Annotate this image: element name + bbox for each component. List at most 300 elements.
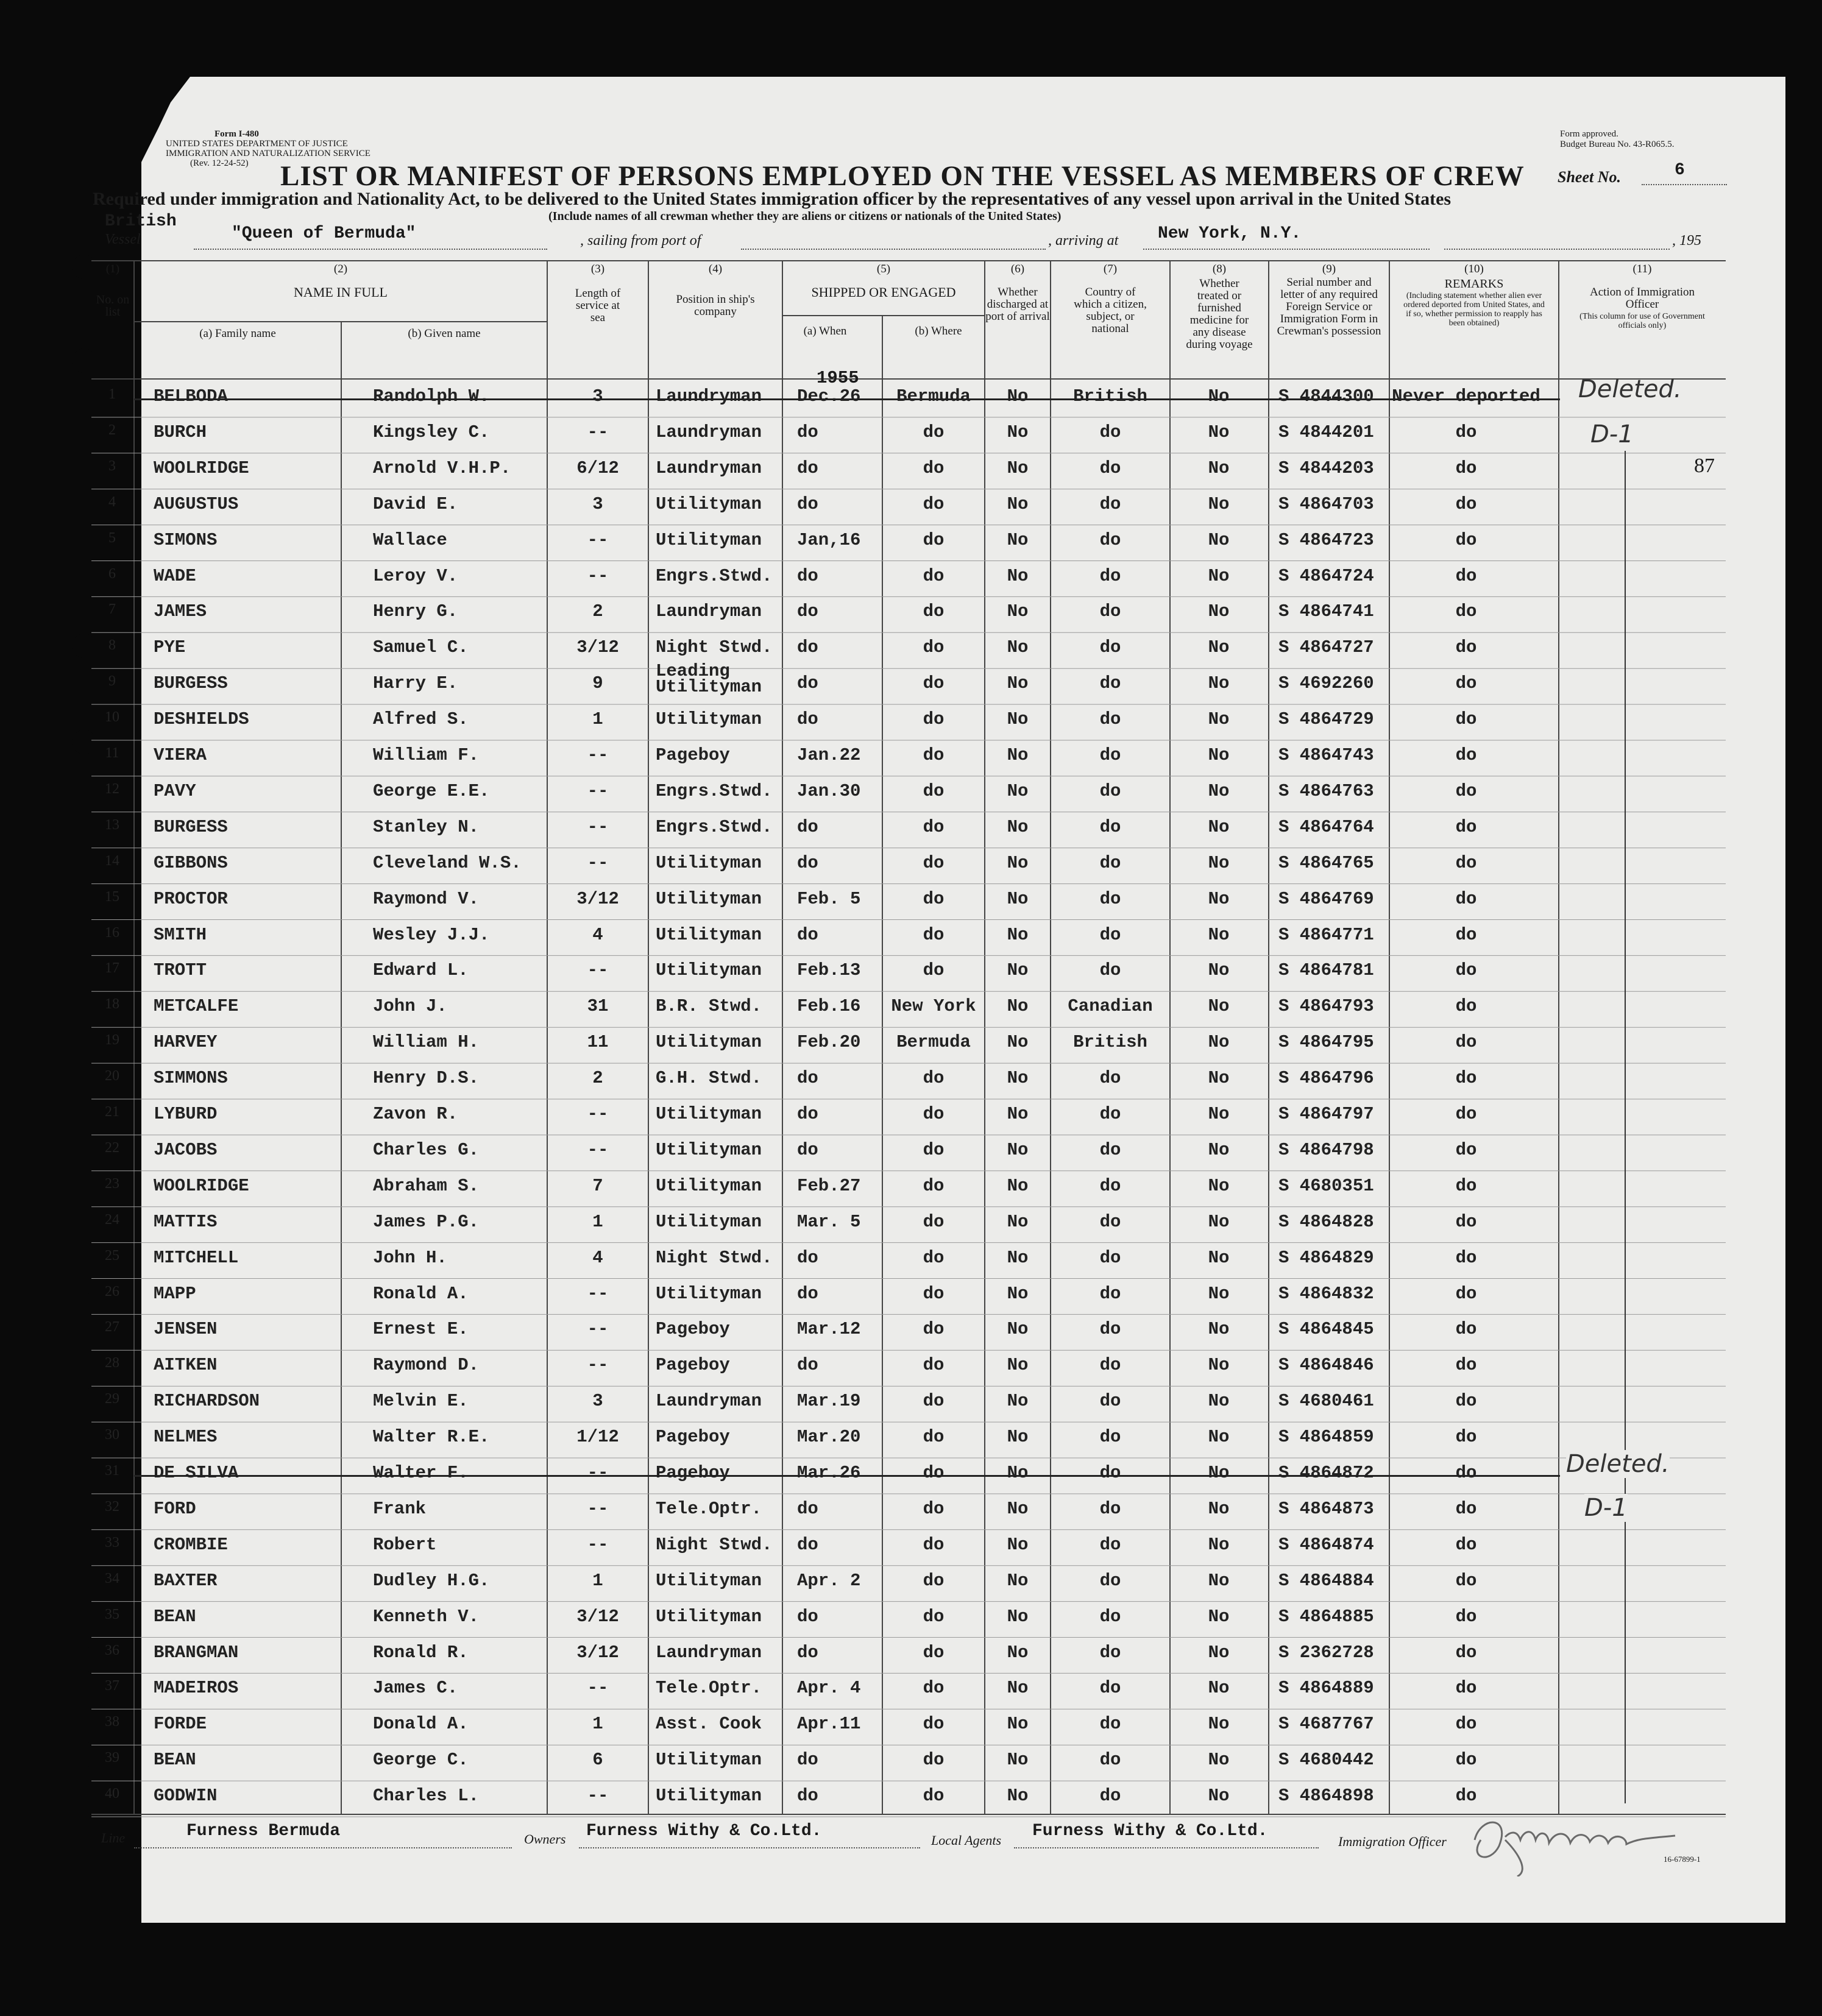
- local-agents-value: Furness Withy & Co.Ltd.: [1032, 1822, 1268, 1841]
- row-number: 31: [105, 1463, 119, 1479]
- sheet-number-line: [1642, 184, 1727, 185]
- position: Pageboy: [656, 1427, 730, 1448]
- table-row: [0, 991, 1822, 1027]
- table-row: [0, 740, 1822, 776]
- treated: No: [1208, 1283, 1230, 1304]
- table-row: [0, 848, 1822, 884]
- country: do: [1099, 1391, 1121, 1412]
- position: Utilityman: [656, 960, 762, 981]
- position: Utilityman: [656, 709, 762, 730]
- family-name: BAXTER: [154, 1570, 218, 1591]
- length-of-service: --: [587, 745, 609, 765]
- position: Utilityman: [656, 1570, 762, 1591]
- given-name: Dudley H.G.: [373, 1570, 490, 1591]
- owners-value: Furness Withy & Co.Ltd.: [586, 1822, 822, 1841]
- position: G.H. Stwd.: [656, 1068, 762, 1089]
- given-name: Harry E.: [373, 673, 458, 694]
- country: do: [1099, 816, 1121, 837]
- shipped-where: do: [923, 852, 945, 873]
- shipped-when: Apr.11: [797, 1714, 861, 1735]
- serial-number: S 4864873: [1278, 1498, 1374, 1519]
- shipped-where: do: [923, 816, 945, 837]
- discharged: No: [1007, 1463, 1029, 1483]
- remarks: do: [1455, 1606, 1477, 1627]
- serial-number: S 4864743: [1278, 745, 1374, 765]
- serial-number: S 4864872: [1278, 1463, 1374, 1483]
- shipped-where: do: [923, 1714, 945, 1735]
- given-name: Abraham S.: [373, 1175, 480, 1196]
- serial-number: S 4864898: [1278, 1786, 1374, 1806]
- length-of-service: 1: [592, 709, 603, 730]
- treated: No: [1208, 960, 1230, 981]
- family-name: PYE: [154, 637, 186, 658]
- col2b-title: (b) Given name: [408, 327, 481, 340]
- shipped-when: Feb.16: [797, 996, 861, 1017]
- country: Canadian: [1068, 996, 1153, 1017]
- treated: No: [1208, 637, 1230, 658]
- discharged: No: [1007, 816, 1029, 837]
- immigration-officer-label: Immigration Officer: [1338, 1834, 1447, 1849]
- row-number: 4: [108, 493, 116, 510]
- length-of-service: --: [587, 1283, 609, 1304]
- position: Utilityman: [656, 1139, 762, 1160]
- given-name: Walter R.E.: [373, 1427, 490, 1448]
- family-name: SMITH: [154, 924, 207, 945]
- row-number: 12: [105, 780, 119, 797]
- given-name: Kenneth V.: [373, 1606, 480, 1627]
- table-row: [0, 1673, 1822, 1709]
- family-name: BURCH: [154, 422, 207, 442]
- shipped-when: Jan.30: [797, 780, 861, 801]
- family-name: JENSEN: [154, 1319, 218, 1340]
- row-number: 32: [105, 1498, 119, 1515]
- serial-number: S 4864795: [1278, 1032, 1374, 1053]
- shipped-when: Apr. 2: [797, 1570, 861, 1591]
- remarks: do: [1455, 1570, 1477, 1591]
- country: do: [1099, 601, 1121, 622]
- row-number: 33: [105, 1534, 119, 1551]
- family-name: MITCHELL: [154, 1247, 239, 1268]
- family-name: BURGESS: [154, 816, 228, 837]
- header-col8: [1170, 263, 1269, 351]
- shipped-where: do: [923, 1427, 945, 1448]
- family-name: GODWIN: [154, 1786, 218, 1806]
- given-name: John J.: [373, 996, 447, 1017]
- remarks: do: [1455, 996, 1477, 1017]
- serial-number: S 4680351: [1278, 1175, 1374, 1196]
- treated: No: [1208, 1175, 1230, 1196]
- header-col7: [1051, 263, 1170, 335]
- shipped-where: do: [923, 960, 945, 981]
- shipped-when: do: [797, 709, 818, 730]
- length-of-service: 1: [592, 1714, 603, 1735]
- table-row: [0, 1709, 1822, 1745]
- remarks: do: [1455, 1283, 1477, 1304]
- position: Asst. Cook: [656, 1714, 762, 1735]
- discharged: No: [1007, 1391, 1029, 1412]
- serial-number: S 4864884: [1278, 1570, 1374, 1591]
- shipped-when: Feb.27: [797, 1175, 861, 1196]
- country: do: [1099, 673, 1121, 694]
- position: Laundryman: [656, 601, 762, 622]
- table-row: [0, 561, 1822, 597]
- country: do: [1099, 960, 1121, 981]
- remarks: do: [1455, 1427, 1477, 1448]
- d1-annotation: D-1: [1584, 1494, 1628, 1522]
- deleted-annotation: Deleted.: [1566, 1450, 1670, 1478]
- row-number: 26: [105, 1283, 119, 1300]
- deleted-annotation: Deleted.: [1578, 375, 1682, 403]
- subtitle: Required under immigration and Nationality Act, to be delivered to the United States immigration officer by the representatives of any vessel upon arrival in the United States: [93, 189, 1452, 209]
- given-name: Kingsley C.: [373, 422, 490, 442]
- serial-number: S 4864771: [1278, 924, 1374, 945]
- position: Pageboy: [656, 1463, 730, 1483]
- treated: No: [1208, 1534, 1230, 1555]
- length-of-service: --: [587, 1786, 609, 1806]
- vessel-name: "Queen of Bermuda": [232, 224, 416, 243]
- header-col2b: [341, 328, 547, 340]
- shipped-when: Feb.20: [797, 1032, 861, 1053]
- country: do: [1099, 493, 1121, 514]
- position: Engrs.Stwd.: [656, 816, 773, 837]
- family-name: RICHARDSON: [154, 1391, 260, 1412]
- table-row: [0, 1243, 1822, 1279]
- discharged: No: [1007, 1319, 1029, 1340]
- local-agents-label: Local Agents: [931, 1833, 1002, 1848]
- given-name: George C.: [373, 1750, 469, 1770]
- discharged: No: [1007, 1606, 1029, 1627]
- position: Utilityman: [656, 1211, 762, 1232]
- serial-number: S 4864764: [1278, 816, 1374, 837]
- table-row: [0, 525, 1822, 561]
- position: B.R. Stwd.: [656, 996, 762, 1017]
- col8-number: (8): [1212, 263, 1227, 275]
- country: do: [1099, 1068, 1121, 1089]
- country: British: [1073, 386, 1147, 406]
- table-row: [0, 1602, 1822, 1638]
- given-name: Henry G.: [373, 601, 458, 622]
- row-number: 7: [108, 601, 116, 618]
- given-name: Charles G.: [373, 1139, 480, 1160]
- shipped-where: New York: [891, 996, 976, 1017]
- treated: No: [1208, 1786, 1230, 1806]
- position: Utilityman: [656, 1606, 762, 1627]
- arriving-label: , arriving at: [1048, 233, 1119, 249]
- treated: No: [1208, 1247, 1230, 1268]
- officer-signature: [1456, 1803, 1737, 1876]
- serial-number: S 4864781: [1278, 960, 1374, 981]
- shipped-where: do: [923, 1283, 945, 1304]
- treated: No: [1208, 1714, 1230, 1735]
- country: do: [1099, 1355, 1121, 1376]
- position: Night Stwd.: [656, 1534, 773, 1555]
- length-of-service: 3: [592, 493, 603, 514]
- col11-subtitle: (This column for use of Government officials only): [1579, 312, 1705, 330]
- discharged: No: [1007, 1498, 1029, 1519]
- length-of-service: 1: [592, 1570, 603, 1591]
- remarks: do: [1455, 1642, 1477, 1663]
- shipped-where: do: [923, 1534, 945, 1555]
- treated: No: [1208, 1678, 1230, 1699]
- treated: No: [1208, 458, 1230, 478]
- discharged: No: [1007, 1786, 1029, 1806]
- table-row: [0, 1099, 1822, 1135]
- position: Night Stwd.: [656, 637, 773, 658]
- length-of-service: 2: [592, 1068, 603, 1089]
- family-name: WADE: [154, 565, 196, 586]
- col9-title: Serial number and letter of any required Foreign Service or Immigration Form in Crewman's possession: [1277, 276, 1381, 338]
- shipped-where: Bermuda: [896, 386, 971, 406]
- col1-title: No. on list: [96, 293, 130, 319]
- row-number: 18: [105, 996, 119, 1013]
- serial-number: S 4864874: [1278, 1534, 1374, 1555]
- bracket-line: [1625, 451, 1626, 1803]
- col3-title: Length of service at sea: [575, 287, 621, 324]
- remarks: do: [1455, 1355, 1477, 1376]
- treated: No: [1208, 673, 1230, 694]
- row-number: 24: [105, 1211, 119, 1228]
- position: Utilityman: [656, 888, 762, 909]
- discharged: No: [1007, 637, 1029, 658]
- remarks: do: [1455, 673, 1477, 694]
- serial-number: S 4864859: [1278, 1427, 1374, 1448]
- shipped-where: do: [923, 888, 945, 909]
- given-name: Wallace: [373, 529, 447, 550]
- country: do: [1099, 1104, 1121, 1124]
- length-of-service: 3/12: [576, 1642, 619, 1663]
- col3-number: (3): [590, 263, 605, 275]
- length-of-service: 1/12: [576, 1427, 619, 1448]
- shipped-when: do: [797, 924, 818, 945]
- position: Utilityman: [656, 1032, 762, 1053]
- sheet-label: Sheet No.: [1558, 168, 1621, 186]
- treated: No: [1208, 1032, 1230, 1053]
- vessel-label: Vessel: [105, 232, 141, 247]
- position: Night Stwd.: [656, 1247, 773, 1268]
- family-name: PAVY: [154, 780, 196, 801]
- treated: No: [1208, 1498, 1230, 1519]
- remarks: do: [1455, 529, 1477, 550]
- shipped-when: do: [797, 422, 818, 442]
- given-name: Charles L.: [373, 1786, 480, 1806]
- family-name: MATTIS: [154, 1211, 218, 1232]
- col11-title: Action of Immigration Officer: [1589, 286, 1695, 311]
- print-code: 16-67899-1: [1664, 1855, 1701, 1864]
- row-number: 23: [105, 1175, 119, 1192]
- position: Laundryman: [656, 1391, 762, 1412]
- treated: No: [1208, 1355, 1230, 1376]
- shipped-when: do: [797, 1786, 818, 1806]
- family-name: BRANGMAN: [154, 1642, 239, 1663]
- shipped-when: do: [797, 1139, 818, 1160]
- strike-through-line: [134, 1475, 1560, 1477]
- row-number: 30: [105, 1427, 119, 1443]
- treated: No: [1208, 601, 1230, 622]
- shipped-where: do: [923, 458, 945, 478]
- given-name: Walter F.: [373, 1463, 469, 1483]
- table-row: [0, 776, 1822, 812]
- remarks: do: [1455, 924, 1477, 945]
- table-row: [0, 1386, 1822, 1422]
- position: Laundryman: [656, 386, 762, 406]
- country: do: [1099, 1786, 1121, 1806]
- row-number: 3: [108, 458, 116, 474]
- shipped-where: do: [923, 1139, 945, 1160]
- shipped-when: Feb. 5: [797, 888, 861, 909]
- family-name: BEAN: [154, 1750, 196, 1770]
- serial-number: S 4864769: [1278, 888, 1374, 909]
- row-number: 15: [105, 888, 119, 905]
- discharged: No: [1007, 1570, 1029, 1591]
- length-of-service: 3: [592, 386, 603, 406]
- row-number: 5: [108, 529, 116, 546]
- country: do: [1099, 1319, 1121, 1340]
- shipped-where: do: [923, 493, 945, 514]
- shipped-when: Mar.26: [797, 1463, 861, 1483]
- shipped-when: do: [797, 601, 818, 622]
- table-row: [0, 812, 1822, 848]
- serial-number: S 2362728: [1278, 1642, 1374, 1663]
- length-of-service: 4: [592, 924, 603, 945]
- row-number: 28: [105, 1355, 119, 1371]
- col5b-title: (b) Where: [915, 325, 962, 338]
- given-name: Samuel C.: [373, 637, 469, 658]
- line-underline: [134, 1847, 512, 1848]
- discharged: No: [1007, 996, 1029, 1017]
- table-row: [0, 381, 1822, 417]
- position: Engrs.Stwd.: [656, 565, 773, 586]
- remarks: do: [1455, 1786, 1477, 1806]
- family-name: CROMBIE: [154, 1534, 228, 1555]
- approval-line1: Form approved.: [1560, 129, 1618, 139]
- country: do: [1099, 1678, 1121, 1699]
- shipped-where: do: [923, 1391, 945, 1412]
- serial-number: S 4864885: [1278, 1606, 1374, 1627]
- position: Utilityman: [656, 1283, 762, 1304]
- shipped-when: do: [797, 1606, 818, 1627]
- punch-hole: [72, 348, 96, 373]
- remarks: do: [1455, 1211, 1477, 1232]
- shipped-when: Mar.20: [797, 1427, 861, 1448]
- shipped-when: do: [797, 852, 818, 873]
- serial-number: S 4844201: [1278, 422, 1374, 442]
- given-name: Ronald R.: [373, 1642, 469, 1663]
- country: do: [1099, 1427, 1121, 1448]
- serial-number: S 4864828: [1278, 1211, 1374, 1232]
- treated: No: [1208, 996, 1230, 1017]
- country: do: [1099, 1750, 1121, 1770]
- length-of-service: --: [587, 780, 609, 801]
- country: do: [1099, 924, 1121, 945]
- serial-number: S 4680442: [1278, 1750, 1374, 1770]
- sheet-number: 6: [1675, 161, 1685, 180]
- serial-number: S 4864846: [1278, 1355, 1374, 1376]
- remarks: do: [1455, 422, 1477, 442]
- discharged: No: [1007, 1032, 1029, 1053]
- owners-label: Owners: [524, 1831, 566, 1847]
- discharged: No: [1007, 924, 1029, 945]
- header-col4: [648, 263, 782, 318]
- given-name: David E.: [373, 493, 458, 514]
- treated: No: [1208, 888, 1230, 909]
- given-name: Raymond V.: [373, 888, 480, 909]
- shipped-when: do: [797, 1283, 818, 1304]
- table-row: [0, 1350, 1822, 1386]
- given-name: Alfred S.: [373, 709, 469, 730]
- length-of-service: --: [587, 1355, 609, 1376]
- table-row: [0, 920, 1822, 956]
- col6-number: (6): [1010, 263, 1025, 275]
- discharged: No: [1007, 493, 1029, 514]
- treated: No: [1208, 1750, 1230, 1770]
- family-name: SIMMONS: [154, 1068, 228, 1089]
- remarks: do: [1455, 852, 1477, 873]
- length-of-service: 4: [592, 1247, 603, 1268]
- crew-note: (Include names of all crewman whether they are aliens or citizens or nationals of the United States): [548, 210, 1062, 223]
- treated: No: [1208, 1319, 1230, 1340]
- family-name: METCALFE: [154, 996, 239, 1017]
- family-name: PROCTOR: [154, 888, 228, 909]
- serial-number: S 4864798: [1278, 1139, 1374, 1160]
- treated: No: [1208, 386, 1230, 406]
- family-name: BURGESS: [154, 673, 228, 694]
- shipped-where: do: [923, 1247, 945, 1268]
- shipped-when: do: [797, 458, 818, 478]
- country: do: [1099, 422, 1121, 442]
- remarks: do: [1455, 1678, 1477, 1699]
- row-number: 21: [105, 1104, 119, 1120]
- shipped-when: do: [797, 1498, 818, 1519]
- treated: No: [1208, 816, 1230, 837]
- col4-number: (4): [708, 263, 723, 275]
- service: IMMIGRATION AND NATURALIZATION SERVICE: [166, 149, 370, 158]
- shipped-where: do: [923, 1211, 945, 1232]
- nationality: British: [105, 212, 177, 231]
- remarks: do: [1455, 1750, 1477, 1770]
- shipped-where: do: [923, 565, 945, 586]
- shipped-where: do: [923, 637, 945, 658]
- shipped-when: Apr. 4: [797, 1678, 861, 1699]
- country: do: [1099, 1498, 1121, 1519]
- strike-through-line: [134, 398, 1560, 400]
- family-name: DE SILVA: [154, 1463, 239, 1483]
- discharged: No: [1007, 1211, 1029, 1232]
- given-name: Cleveland W.S.: [373, 852, 522, 873]
- country: do: [1099, 780, 1121, 801]
- header-col1: [91, 263, 134, 318]
- row-number: 9: [108, 673, 116, 690]
- position: Utilityman: [656, 1750, 762, 1770]
- table-row: [0, 489, 1822, 525]
- treated: No: [1208, 422, 1230, 442]
- serial-number: S 4864829: [1278, 1247, 1374, 1268]
- approval-block: [1560, 129, 1674, 150]
- table-row: [0, 1745, 1822, 1781]
- header-col9: [1269, 263, 1389, 338]
- shipped-when: do: [797, 816, 818, 837]
- col6-title: Whether discharged at port of arrival: [985, 286, 1050, 323]
- family-name: VIERA: [154, 745, 207, 765]
- serial-number: S 4844203: [1278, 458, 1374, 478]
- position: Tele.Optr.: [656, 1498, 762, 1519]
- table-row: [0, 417, 1822, 453]
- family-name: BEAN: [154, 1606, 196, 1627]
- treated: No: [1208, 780, 1230, 801]
- position: Utilityman: [656, 924, 762, 945]
- discharged: No: [1007, 780, 1029, 801]
- shipped-when: do: [797, 637, 818, 658]
- given-name: Raymond D.: [373, 1355, 480, 1376]
